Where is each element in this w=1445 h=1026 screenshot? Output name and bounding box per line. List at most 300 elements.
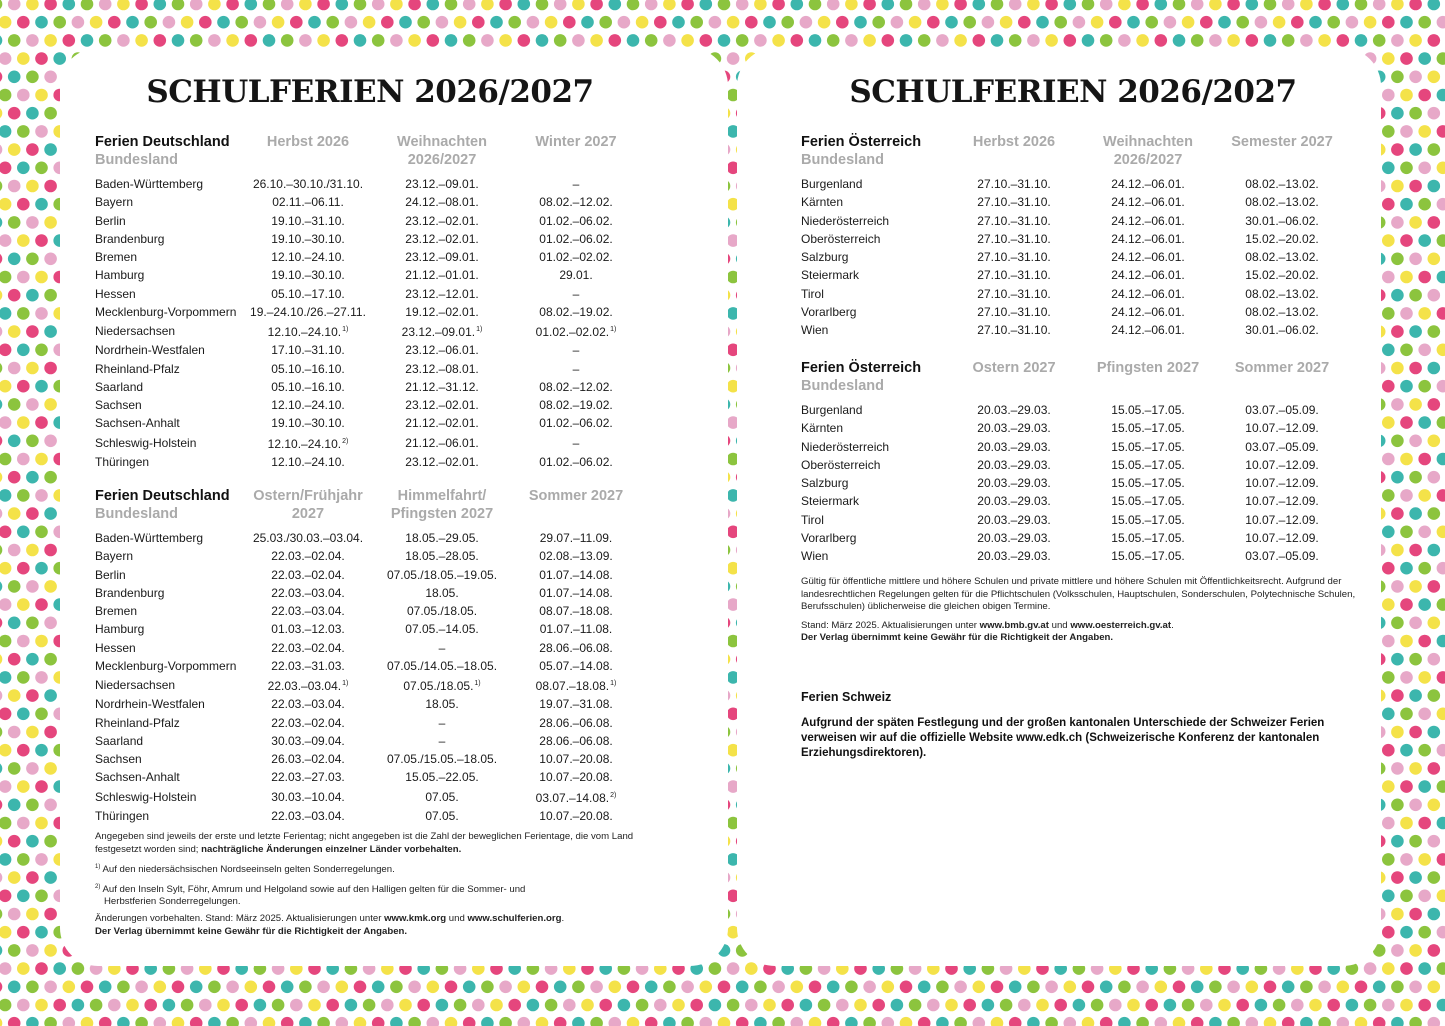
polka-dot: [1418, 16, 1431, 29]
polka-dot: [1045, 0, 1058, 10]
polka-dot: [8, 835, 21, 848]
state-name: Saarland: [95, 733, 144, 748]
polka-dot: [791, 1017, 804, 1026]
holiday-dates: 18.05.–29.05.: [405, 531, 479, 545]
polka-dot: [1382, 453, 1395, 466]
holiday-dates: 24.12.–06.01.: [1111, 231, 1185, 246]
polka-dot: [454, 999, 467, 1012]
polka-dot: [417, 999, 430, 1012]
polka-dot: [17, 890, 30, 903]
notes-stand: Änderungen vorbehalten. Stand: März 2025. Aktualisierungen unter www.kmk.org und www.schulferien.org. Der Verlag übernimmt keine Gewähr für die Richtigkeit der Angaben.: [95, 913, 565, 938]
polka-dot: [0, 34, 2, 47]
polka-dot: [1246, 0, 1259, 10]
polka-dot: [17, 453, 30, 466]
polka-dot: [1382, 52, 1395, 65]
polka-dot: [1191, 1017, 1204, 1026]
polka-dot: [545, 999, 558, 1012]
table-row: [801, 438, 1349, 456]
footnote-marker: 1): [476, 326, 483, 333]
polka-dot: [1391, 726, 1404, 739]
polka-dot: [700, 1017, 713, 1026]
polka-dot: [1100, 34, 1113, 47]
holiday-dates: 07.05./18.05.–19.05.: [386, 567, 498, 582]
holiday-dates: 07.05./15.05.–18.05.: [386, 752, 498, 766]
state-name: Baden-Württemberg: [95, 177, 204, 191]
country-heading: Ferien Österreich: [801, 360, 922, 376]
polka-dot: [1082, 0, 1095, 10]
polka-dot: [872, 999, 885, 1012]
polka-dot: [0, 71, 2, 84]
holiday-dates: –: [438, 733, 446, 748]
holiday-dates: 23.12.–09.01.: [405, 250, 479, 264]
holiday-dates: 27.10.–31.10.: [977, 195, 1051, 210]
polka-dot: [1382, 562, 1395, 575]
bundesland-subheading: Bundesland: [801, 378, 884, 394]
polka-dot: [17, 635, 30, 648]
holiday-dates: 02.11.–06.11.: [272, 195, 344, 210]
holiday-dates: 01.07.–14.08.: [539, 567, 613, 582]
polka-dot: [0, 617, 2, 630]
holiday-dates: 20.03.–29.03.: [977, 403, 1051, 417]
polka-dot: [1409, 981, 1422, 994]
footnote-marker: 1): [474, 680, 481, 687]
polka-dot: [354, 1017, 367, 1026]
polka-dot: [154, 1017, 167, 1026]
polka-dot: [390, 981, 403, 994]
polka-dot: [1409, 0, 1422, 10]
bmb-link[interactable]: www.bmb.gv.at: [979, 619, 1049, 631]
polka-dot: [1391, 289, 1404, 302]
polka-dot: [1382, 890, 1395, 903]
polka-dot: [0, 835, 2, 848]
footnote-marker: 1): [342, 680, 349, 687]
polka-dot: [763, 999, 776, 1012]
polka-dot: [299, 981, 312, 994]
polka-dot: [17, 708, 30, 721]
polka-dot: [17, 598, 30, 611]
polka-dot: [317, 1017, 330, 1026]
polka-dot: [8, 507, 21, 520]
polka-dot: [1118, 34, 1131, 47]
polka-dot: [1391, 71, 1404, 84]
polka-dot: [1391, 398, 1404, 411]
polka-dot: [0, 853, 11, 866]
polka-dot: [0, 180, 2, 193]
polka-dot: [1064, 981, 1077, 994]
polka-dot: [35, 853, 48, 866]
polka-dot: [627, 34, 640, 47]
polka-dot: [1391, 180, 1404, 193]
polka-dot: [636, 16, 649, 29]
polka-dot: [1227, 981, 1240, 994]
polka-dot: [809, 0, 822, 10]
polka-dot: [1082, 34, 1095, 47]
polka-dot: [745, 16, 758, 29]
polka-dot: [0, 999, 11, 1012]
polka-dot: [1418, 162, 1431, 175]
polka-dot: [536, 981, 549, 994]
state-name: Sachsen-Anhalt: [95, 416, 180, 431]
holiday-dates: 19.07.–31.08.: [539, 697, 613, 712]
polka-dot: [1428, 871, 1441, 884]
polka-dot: [754, 0, 767, 10]
polka-dot: [8, 981, 21, 994]
polka-dot: [427, 0, 440, 10]
polka-dot: [0, 471, 2, 484]
polka-dot: [8, 471, 21, 484]
column-header: Weihnachten 2026/2027: [397, 134, 487, 168]
polka-dot: [1036, 999, 1049, 1012]
holiday-dates: 03.07.–14.08.$^{2)}$: [535, 790, 617, 805]
polka-dot: [1027, 1017, 1040, 1026]
polka-dot: [1282, 1017, 1295, 1026]
polka-dot: [35, 162, 48, 175]
polka-dot: [845, 34, 858, 47]
polka-dot: [1418, 744, 1431, 757]
polka-dot: [135, 981, 148, 994]
polka-dot: [399, 16, 412, 29]
polka-dot: [308, 999, 321, 1012]
polka-dot: [809, 1017, 822, 1026]
polka-dot: [1018, 16, 1031, 29]
polka-dot: [754, 34, 767, 47]
polka-dot: [1155, 0, 1168, 10]
polka-dot: [1428, 34, 1441, 47]
polka-dot: [791, 981, 804, 994]
polka-dot: [26, 435, 39, 448]
polka-dot: [17, 16, 30, 29]
polka-dot: [1382, 198, 1395, 211]
polka-dot: [1391, 835, 1404, 848]
polka-dot: [1428, 143, 1441, 156]
table-austria-autumn-semester: [801, 133, 1349, 339]
polka-dot: [117, 981, 130, 994]
polka-dot: [0, 890, 11, 903]
polka-dot: [35, 635, 48, 648]
notes-intro: Angegeben sind jeweils der erste und letzte Ferientag; nicht angegeben ist die Zahl der beweglichen Ferientage, die vom Land festgesetzt worden sind; nachträgliche Änderungen einzelner Länder vorbehalten.: [95, 831, 634, 855]
polka-dot: [336, 34, 349, 47]
polka-dot: [1437, 162, 1445, 175]
polka-dot: [0, 944, 2, 957]
polka-dot: [1400, 52, 1413, 65]
polka-dot: [0, 162, 11, 175]
polka-dot: [991, 34, 1004, 47]
polka-dot: [81, 0, 94, 10]
polka-dot: [363, 16, 376, 29]
polka-dot: [809, 981, 822, 994]
polka-dot: [1391, 689, 1404, 702]
polka-dot: [527, 16, 540, 29]
polka-dot: [1382, 271, 1395, 284]
polka-dot: [1400, 962, 1413, 975]
polka-dot: [26, 143, 39, 156]
table-row: [95, 529, 636, 547]
polka-dot: [44, 180, 57, 193]
polka-dot: [1136, 981, 1149, 994]
polka-dot: [1382, 671, 1395, 684]
holiday-dates: –: [572, 435, 580, 450]
polka-dot: [53, 999, 66, 1012]
polka-dot: [99, 981, 112, 994]
holiday-dates: 15.02.–20.02.: [1245, 231, 1319, 246]
polka-dot: [0, 52, 11, 65]
column-header: Semester 2027: [1231, 134, 1333, 150]
polka-dot: [17, 344, 30, 357]
polka-dot: [44, 944, 57, 957]
table-row: [95, 378, 636, 396]
polka-dot: [991, 0, 1004, 10]
polka-dot: [17, 125, 30, 138]
polka-dot: [336, 1017, 349, 1026]
polka-dot: [8, 580, 21, 593]
polka-dot: [17, 926, 30, 939]
holiday-dates: 30.01.–06.02.: [1245, 213, 1319, 228]
polka-dot: [1437, 380, 1445, 393]
polka-dot: [0, 416, 11, 429]
polka-dot: [1318, 981, 1331, 994]
polka-dot: [508, 999, 521, 1012]
polka-dot: [44, 0, 57, 10]
state-name: Nordrhein-Westfalen: [95, 697, 205, 712]
polka-dot: [1064, 1017, 1077, 1026]
polka-dot: [8, 143, 21, 156]
polka-dot: [1191, 0, 1204, 10]
switzerland-heading: Ferien Schweiz: [801, 690, 892, 704]
polka-dot: [0, 216, 2, 229]
state-name: Vorarlberg: [801, 304, 857, 319]
polka-dot: [1391, 216, 1404, 229]
polka-dot: [254, 999, 267, 1012]
polka-dot: [44, 252, 57, 265]
polka-dot: [690, 16, 703, 29]
polka-dot: [1136, 0, 1149, 10]
polka-dot: [1400, 344, 1413, 357]
polka-dot: [0, 325, 2, 338]
polka-dot: [1409, 325, 1422, 338]
polka-dot: [326, 16, 339, 29]
polka-dot: [35, 489, 48, 502]
polka-dot: [681, 34, 694, 47]
holiday-dates: 22.03.–03.04.: [271, 697, 345, 712]
column-header: Ostern/Frühjahr 2027: [253, 488, 363, 522]
schulferien-link[interactable]: www.schulferien.org: [467, 913, 562, 925]
oesterreich-link[interactable]: www.oesterreich.gv.at: [1070, 619, 1172, 631]
table-row: [95, 732, 636, 750]
polka-dot: [1418, 853, 1431, 866]
polka-dot: [1409, 944, 1422, 957]
holiday-dates: 29.01.: [559, 268, 593, 283]
table-row: [95, 433, 636, 453]
polka-dot: [235, 999, 248, 1012]
polka-dot: [235, 16, 248, 29]
polka-dot: [772, 34, 785, 47]
holiday-dates: 24.12.–08.01.: [405, 195, 479, 210]
polka-dot: [0, 580, 2, 593]
polka-dot: [1428, 617, 1441, 630]
polka-dot: [1155, 34, 1168, 47]
polka-dot: [1409, 726, 1422, 739]
polka-dot: [1255, 16, 1268, 29]
polka-dot: [763, 16, 776, 29]
holiday-dates: 10.07.–12.09.: [1245, 494, 1319, 509]
polka-dot: [44, 398, 57, 411]
state-name: Hamburg: [95, 268, 145, 283]
holiday-dates: 28.06.–06.08.: [539, 640, 613, 655]
polka-dot: [281, 1017, 294, 1026]
polka-dot: [44, 762, 57, 775]
table-row: [801, 474, 1349, 492]
polka-dot: [745, 999, 758, 1012]
polka-dot: [26, 362, 39, 375]
polka-dot: [1364, 999, 1377, 1012]
polka-dot: [1118, 1017, 1131, 1026]
polka-dot: [636, 999, 649, 1012]
holiday-dates: 01.02.–06.02.: [539, 213, 613, 228]
polka-dot: [1428, 689, 1441, 702]
state-name: Sachsen-Anhalt: [95, 770, 180, 785]
polka-dot: [44, 580, 57, 593]
polka-dot: [936, 0, 949, 10]
polka-dot: [1391, 435, 1404, 448]
polka-dot: [1164, 16, 1177, 29]
polka-dot: [26, 0, 39, 10]
polka-dot: [199, 16, 212, 29]
polka-dot: [1418, 926, 1431, 939]
polka-dot: [936, 981, 949, 994]
polka-dot: [17, 271, 30, 284]
table-row: [95, 768, 636, 786]
polka-dot: [772, 1017, 785, 1026]
polka-dot: [17, 307, 30, 320]
polka-dot: [381, 16, 394, 29]
polka-dot: [590, 1017, 603, 1026]
polka-dot: [1209, 1017, 1222, 1026]
state-name: Schleswig-Holstein: [95, 435, 197, 450]
holiday-dates: 08.07.–18.08.$^{1)}$: [535, 679, 617, 693]
polka-dot: [1382, 416, 1395, 429]
polka-dot: [609, 1017, 622, 1026]
polka-dot: [563, 16, 576, 29]
polka-dot: [8, 180, 21, 193]
polka-dot: [554, 0, 567, 10]
state-name: Thüringen: [95, 454, 150, 469]
holiday-dates: 30.01.–06.02.: [1245, 323, 1319, 337]
polka-dot: [35, 89, 48, 102]
polka-dot: [445, 981, 458, 994]
polka-dot: [90, 999, 103, 1012]
polka-dot: [1173, 0, 1186, 10]
polka-dot: [618, 999, 631, 1012]
polka-dot: [26, 325, 39, 338]
polka-dot: [1000, 999, 1013, 1012]
polka-dot: [536, 0, 549, 10]
holiday-dates: 15.02.–20.02.: [1245, 268, 1319, 283]
polka-dot: [1391, 471, 1404, 484]
polka-dot: [1337, 981, 1350, 994]
polka-dot: [1246, 1017, 1259, 1026]
state-name: Tirol: [801, 512, 824, 527]
state-name: Wien: [801, 323, 829, 337]
holiday-dates: 05.10.–16.10.: [271, 379, 345, 394]
polka-dot: [1437, 853, 1445, 866]
polka-dot: [1382, 708, 1395, 721]
holiday-dates: 01.03.–12.03.: [271, 622, 345, 637]
footnote-marker: 1): [610, 326, 617, 333]
holiday-dates: 22.03.–03.04.: [271, 585, 345, 600]
polka-dot: [1127, 999, 1140, 1012]
polka-dot: [1428, 471, 1441, 484]
table-row: [95, 212, 636, 230]
holiday-dates: 23.12.–09.01.: [405, 177, 479, 191]
table-row: [801, 303, 1349, 321]
polka-dot: [1282, 981, 1295, 994]
state-name: Hamburg: [95, 622, 145, 637]
polka-dot: [90, 16, 103, 29]
table-row: [801, 285, 1349, 303]
polka-dot: [1027, 34, 1040, 47]
table-row: [801, 511, 1349, 529]
polka-dot: [172, 1017, 185, 1026]
polka-dot: [718, 1017, 731, 1026]
polka-dot: [8, 544, 21, 557]
polka-dot: [26, 216, 39, 229]
holiday-dates: 22.03.–02.04.: [271, 715, 345, 730]
kmk-link[interactable]: www.kmk.org: [384, 913, 447, 925]
holiday-dates: 23.12.–02.01.: [405, 454, 479, 469]
holiday-dates: 22.03.–02.04.: [271, 640, 345, 655]
polka-dot: [1409, 617, 1422, 630]
polka-dot: [17, 89, 30, 102]
state-name: Burgenland: [801, 403, 863, 417]
polka-dot: [35, 817, 48, 830]
polka-dot: [44, 107, 57, 120]
polka-dot: [927, 999, 940, 1012]
polka-dot: [254, 16, 267, 29]
polka-dot: [1391, 871, 1404, 884]
holiday-dates: 10.07.–20.08.: [539, 808, 613, 823]
footnote-2: $^{2)}$ Auf den Inseln Sylt, Föhr, Amrum und Helgoland sowie auf den Halligen gelten für die Sommer- und Herbstferien Sonderregelungen.: [95, 883, 526, 908]
state-name: Bayern: [95, 195, 134, 210]
polka-dot: [663, 981, 676, 994]
polka-dot: [35, 307, 48, 320]
polka-dot: [35, 890, 48, 903]
validity-note: Gültig für öffentliche mittlere und höhere Schulen und private mittlere und höhere Schulen mit Öffentlichkeitsrecht. Aufgrund der landesrechtlichen Regelungen gelten für die Pflichtschulen (Volksschulen, Hauptschulen, Sonderschulen, Polytechnische Schulen, Berufsschulen) üblicherweise die gleichen obigen Termine.: [801, 576, 1356, 613]
publisher-disclaimer: Der Verlag übernimmt keine Gewähr für die Richtigkeit der Angaben.: [95, 926, 408, 938]
polka-dot: [1382, 526, 1395, 539]
polka-dot: [1264, 1017, 1277, 1026]
polka-dot: [1373, 1017, 1386, 1026]
polka-dot: [1418, 52, 1431, 65]
polka-dot: [1391, 544, 1404, 557]
polka-dot: [1246, 981, 1259, 994]
polka-dot: [900, 34, 913, 47]
holiday-dates: 26.03.–02.04.: [271, 752, 345, 766]
polka-dot: [472, 999, 485, 1012]
polka-dot: [645, 34, 658, 47]
polka-dot: [1391, 143, 1404, 156]
polka-dot: [754, 1017, 767, 1026]
polka-dot: [372, 1017, 385, 1026]
polka-dot: [172, 34, 185, 47]
germany-notes: [95, 831, 635, 939]
state-name: Brandenburg: [95, 231, 165, 246]
polka-dot: [1109, 16, 1122, 29]
polka-dot: [208, 0, 221, 10]
polka-dot: [827, 34, 840, 47]
holiday-dates: 26.10.–30.10./31.10.: [252, 177, 364, 191]
holiday-dates: 24.12.–06.01.: [1111, 304, 1185, 319]
polka-dot: [672, 16, 685, 29]
